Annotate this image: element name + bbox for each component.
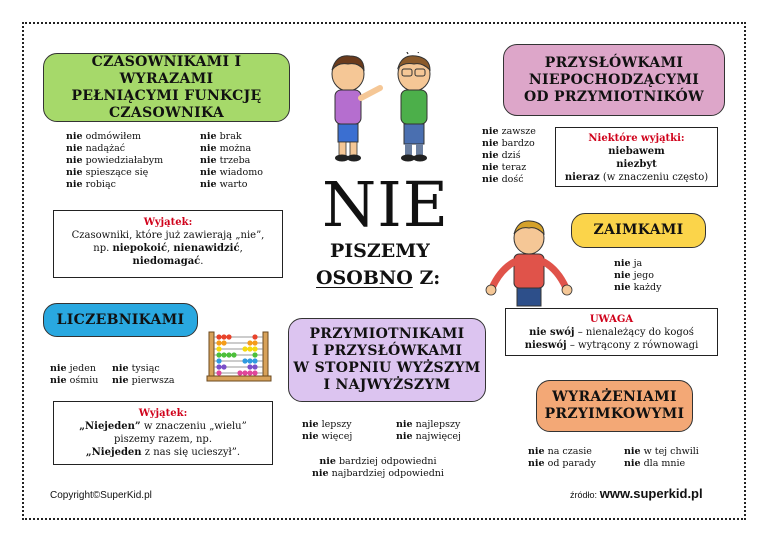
list-item: nie dość bbox=[482, 174, 524, 185]
header-przymiotnikami bbox=[288, 318, 486, 402]
header-wyrazeniami bbox=[536, 380, 693, 432]
zaim-list bbox=[614, 258, 661, 294]
list-item: nie można bbox=[200, 143, 252, 154]
header-line: NIEPOCHODZĄCYMI bbox=[528, 71, 700, 88]
czas-list-col2 bbox=[200, 131, 263, 191]
exception-line: „Niejeden z nas się ucieszył”. bbox=[85, 447, 241, 458]
przysl-exception-box bbox=[555, 127, 718, 187]
list-item: nie teraz bbox=[482, 162, 527, 173]
czas-list-col1 bbox=[66, 131, 163, 191]
note-line: nie swój – nienależący do kogoś bbox=[529, 327, 694, 338]
exception-line: piszemy razem, np. bbox=[113, 434, 213, 445]
czas-exception-box bbox=[53, 210, 283, 278]
licz-list-col2 bbox=[112, 363, 175, 387]
exception-line: „Niejeden” w znaczeniu „wielu” bbox=[79, 421, 247, 432]
list-item: nie zawsze bbox=[482, 126, 536, 137]
przym-list-col2 bbox=[396, 419, 461, 443]
list-item: nie najlepszy bbox=[396, 419, 461, 430]
list-item: nie najbardziej odpowiedni bbox=[312, 468, 444, 479]
list-item: nie bardziej odpowiedni bbox=[319, 456, 437, 467]
exception-line: np. niepokoić, nienawidzić, bbox=[93, 243, 243, 254]
list-item: nie nadążać bbox=[66, 143, 126, 154]
exception-heading: Niektóre wyjątki: bbox=[588, 133, 685, 144]
list-item: nie wiadomo bbox=[200, 167, 263, 178]
list-item: nie trzeba bbox=[200, 155, 251, 166]
header-line: PRZYMIOTNIKAMI bbox=[309, 326, 465, 342]
header-line: PRZYIMKOWYMI bbox=[544, 406, 685, 422]
list-item: nie ośmiu bbox=[50, 375, 99, 386]
note-heading: UWAGA bbox=[589, 314, 634, 325]
list-item: nie jego bbox=[614, 270, 654, 281]
list-item: nie brak bbox=[200, 131, 242, 142]
list-item: nie więcej bbox=[302, 431, 353, 442]
exception-line: niebawem bbox=[608, 146, 665, 157]
exception-line: nieraz (w znaczeniu często) bbox=[564, 172, 709, 183]
note-line: nieswój – wytrącony z równowagi bbox=[524, 340, 699, 351]
header-liczebnikami bbox=[43, 303, 198, 337]
list-item: nie każdy bbox=[614, 282, 662, 293]
footer-source: źródło: www.superkid.pl bbox=[570, 486, 703, 501]
list-item: nie na czasie bbox=[528, 446, 592, 457]
header-line: I NAJWYŻSZYM bbox=[323, 377, 451, 393]
abacus-illustration bbox=[205, 330, 273, 382]
list-item: nie lepszy bbox=[302, 419, 352, 430]
title-piszemy: PISZEMY bbox=[330, 240, 430, 262]
list-item: nie pierwsza bbox=[112, 375, 175, 386]
header-line: LICZEBNIKAMI bbox=[56, 311, 185, 328]
list-item: nie bardzo bbox=[482, 138, 535, 149]
header-line: WYRAŻENIAMI bbox=[552, 389, 677, 405]
header-przyslowkami bbox=[503, 44, 725, 116]
przysl-list bbox=[482, 126, 536, 186]
header-line: CZASOWNIKAMI I WYRAZAMI bbox=[91, 53, 242, 87]
header-line: W STOPNIU WYŻSZYM bbox=[293, 360, 481, 376]
title-osobno-z: OSOBNO Z: bbox=[316, 267, 441, 289]
header-line: I PRZYSŁÓWKAMI bbox=[311, 343, 463, 359]
header-line: CZASOWNIKA bbox=[108, 104, 225, 121]
exception-line: niedomagać. bbox=[132, 256, 204, 267]
main-title-nie: NIE bbox=[322, 168, 449, 241]
list-item: nie tysiąc bbox=[112, 363, 160, 374]
list-item: nie jeden bbox=[50, 363, 96, 374]
header-line: PRZYSŁÓWKAMI bbox=[544, 54, 684, 71]
exception-line: niezbyt bbox=[616, 159, 657, 170]
header-zaimkami bbox=[571, 213, 706, 248]
przym-list-extra bbox=[312, 456, 444, 480]
exception-heading: Wyjątek: bbox=[138, 408, 188, 419]
exception-heading: Wyjątek: bbox=[143, 217, 193, 228]
children-illustration bbox=[318, 52, 448, 164]
list-item: nie w tej chwili bbox=[624, 446, 699, 457]
list-item: nie najwięcej bbox=[396, 431, 462, 442]
list-item: nie robiąc bbox=[66, 179, 116, 190]
footer-url: www.superkid.pl bbox=[599, 486, 703, 501]
list-item: nie spieszące się bbox=[66, 167, 149, 178]
licz-exception-box bbox=[53, 401, 273, 465]
footer-copyright: Copyright©SuperKid.pl bbox=[50, 490, 152, 501]
list-item: nie ja bbox=[614, 258, 643, 269]
list-item: nie warto bbox=[200, 179, 248, 190]
licz-list-col1 bbox=[50, 363, 98, 387]
list-item: nie od parady bbox=[528, 458, 596, 469]
exception-line: Czasowniki, które już zawierają „nie”, bbox=[71, 230, 265, 241]
wyr-list-col1 bbox=[528, 446, 596, 470]
header-line: PEŁNIĄCYMI FUNKCJĘ bbox=[71, 87, 262, 104]
zaim-note-box bbox=[505, 308, 718, 356]
header-line: ZAIMKAMI bbox=[593, 222, 684, 238]
wyr-list-col2 bbox=[624, 446, 699, 470]
shrugging-boy-illustration bbox=[484, 218, 574, 308]
list-item: nie odmówiłem bbox=[66, 131, 142, 142]
list-item: nie dziś bbox=[482, 150, 521, 161]
list-item: nie dla mnie bbox=[624, 458, 686, 469]
przym-list-col1 bbox=[302, 419, 352, 443]
header-line: OD PRZYMIOTNIKÓW bbox=[523, 88, 705, 105]
header-czasownikami bbox=[43, 53, 290, 122]
list-item: nie powiedziałabym bbox=[66, 155, 164, 166]
